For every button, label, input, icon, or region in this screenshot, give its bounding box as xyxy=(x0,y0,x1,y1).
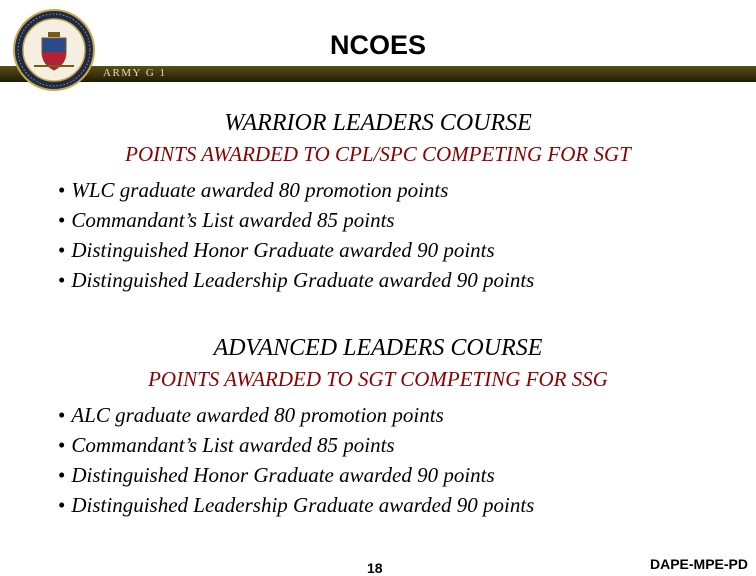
list-item xyxy=(58,265,534,295)
list-item-text: ALC graduate awarded 80 promotion points xyxy=(71,403,444,427)
bullet-list-alc xyxy=(58,400,534,520)
page-number: 18 xyxy=(367,560,383,576)
list-item xyxy=(58,430,534,460)
org-label: ARMY G 1 xyxy=(103,67,167,79)
bullet-icon: • xyxy=(58,178,66,202)
list-item-text: Distinguished Leadership Graduate awarded 90 points xyxy=(71,268,535,292)
list-item-text: Distinguished Honor Graduate awarded 90 points xyxy=(71,238,495,262)
footer-code: DAPE-MPE-PD xyxy=(649,556,748,572)
list-item xyxy=(58,400,534,430)
bullet-icon: • xyxy=(58,208,66,232)
section-title-alc: ADVANCED LEADERS COURSE xyxy=(213,335,543,361)
section-title-wlc: WARRIOR LEADERS COURSE xyxy=(224,110,532,136)
list-item-text: Distinguished Honor Graduate awarded 90 points xyxy=(71,463,495,487)
bullet-icon: • xyxy=(58,433,66,457)
bullet-icon: • xyxy=(58,238,66,262)
list-item-text: WLC graduate awarded 80 promotion points xyxy=(71,178,449,202)
section-subtitle-alc: POINTS AWARDED TO SGT COMPETING FOR SSG xyxy=(148,367,608,391)
bullet-icon: • xyxy=(58,268,66,292)
bullet-icon: • xyxy=(58,403,66,427)
list-item xyxy=(58,205,534,235)
list-item xyxy=(58,490,534,520)
list-item-text: Distinguished Leadership Graduate awarded 90 points xyxy=(71,493,535,517)
list-item xyxy=(58,235,534,265)
bullet-icon: • xyxy=(58,493,66,517)
bullet-list-wlc xyxy=(58,175,534,295)
list-item-text: Commandant’s List awarded 85 points xyxy=(71,433,395,457)
section-subtitle-wlc: POINTS AWARDED TO CPL/SPC COMPETING FOR SGT xyxy=(125,142,631,166)
page-title: NCOES xyxy=(329,30,427,60)
list-item xyxy=(58,175,534,205)
list-item-text: Commandant’s List awarded 85 points xyxy=(71,208,395,232)
bullet-icon: • xyxy=(58,463,66,487)
list-item xyxy=(58,460,534,490)
